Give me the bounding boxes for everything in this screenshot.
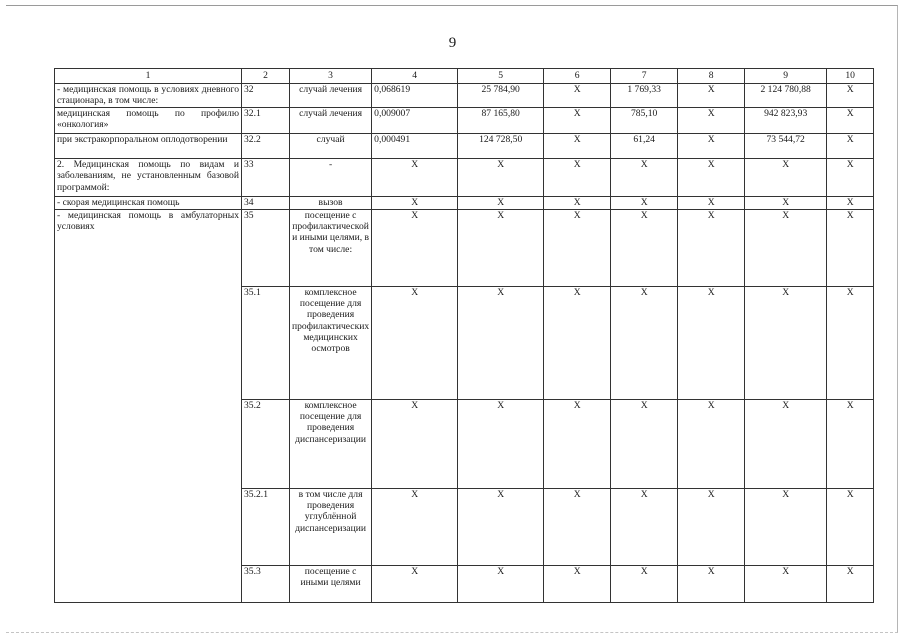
row-code: 32.1 — [242, 108, 290, 134]
cell-col9: Х — [745, 400, 827, 489]
cell-col5: Х — [458, 159, 544, 197]
cell-col4: Х — [372, 400, 458, 489]
cell-col6: Х — [544, 197, 611, 210]
cell-col10: Х — [827, 134, 874, 159]
table-row — [55, 134, 874, 159]
cell-col9: 942 823,93 — [745, 108, 827, 134]
cell-col7: Х — [611, 489, 678, 566]
cell-col9: Х — [745, 287, 827, 400]
column-header: 8 — [678, 69, 745, 84]
cell-col9: Х — [745, 566, 827, 603]
table-row — [55, 210, 874, 287]
cell-col10: Х — [827, 210, 874, 287]
column-header: 1 — [55, 69, 242, 84]
page-number: 9 — [448, 35, 457, 51]
column-header: 2 — [242, 69, 290, 84]
cell-col8: Х — [678, 159, 745, 197]
cell-col4: 0,000491 — [372, 134, 458, 159]
cell-col5: Х — [458, 489, 544, 566]
cell-col5: Х — [458, 287, 544, 400]
cell-col4: 0,068619 — [372, 84, 458, 108]
row-name: медицинская помощь по профилю «онкология» — [55, 108, 242, 134]
cell-col8: Х — [678, 400, 745, 489]
cell-col9: Х — [745, 197, 827, 210]
column-header: 5 — [458, 69, 544, 84]
column-header: 10 — [827, 69, 874, 84]
cell-col4: Х — [372, 197, 458, 210]
row-code: 35.2 — [242, 400, 290, 489]
cell-col4: Х — [372, 210, 458, 287]
cell-col8: Х — [678, 287, 745, 400]
cell-col10: Х — [827, 400, 874, 489]
row-unit: посещение с иными целями — [290, 566, 372, 603]
cell-col5: 87 165,80 — [458, 108, 544, 134]
cell-col10: Х — [827, 489, 874, 566]
cell-col10: Х — [827, 197, 874, 210]
cell-col8: Х — [678, 566, 745, 603]
cell-col8: Х — [678, 108, 745, 134]
cell-col8: Х — [678, 197, 745, 210]
cell-col10: Х — [827, 566, 874, 603]
cell-col5: 25 784,90 — [458, 84, 544, 108]
row-code: 35.1 — [242, 287, 290, 400]
column-header: 9 — [745, 69, 827, 84]
cell-col7: Х — [611, 566, 678, 603]
cell-col4: Х — [372, 159, 458, 197]
row-name: при экстракорпоральном оплодотворении — [55, 134, 242, 159]
cell-col8: Х — [678, 210, 745, 287]
cell-col6: Х — [544, 84, 611, 108]
row-code: 35 — [242, 210, 290, 287]
table-row — [55, 197, 874, 210]
data-table — [54, 68, 874, 603]
cell-col9: Х — [745, 159, 827, 197]
table-row — [55, 108, 874, 134]
cell-col7: 1 769,33 — [611, 84, 678, 108]
row-name: 2. Медицинская помощь по видам и заболеваниям, не установленным базовой программой: — [55, 159, 242, 197]
cell-col7: Х — [611, 400, 678, 489]
cell-col8: Х — [678, 134, 745, 159]
cell-col9: Х — [745, 210, 827, 287]
cell-col4: Х — [372, 489, 458, 566]
row-name: - скорая медицинская помощь — [55, 197, 242, 210]
row-unit: случай лечения — [290, 108, 372, 134]
row-code: 32.2 — [242, 134, 290, 159]
row-unit: случай — [290, 134, 372, 159]
row-code: 34 — [242, 197, 290, 210]
row-unit: посещение с профилактической и иными целями, в том числе: — [290, 210, 372, 287]
cell-col6: Х — [544, 489, 611, 566]
cell-col10: Х — [827, 84, 874, 108]
cell-col6: Х — [544, 566, 611, 603]
cell-col4: 0,009007 — [372, 108, 458, 134]
cell-col4: Х — [372, 287, 458, 400]
cell-col5: 124 728,50 — [458, 134, 544, 159]
cell-col5: Х — [458, 197, 544, 210]
row-unit: комплексное посещение для проведения профилактических медицинских осмотров — [290, 287, 372, 400]
row-unit: комплексное посещение для проведения диспансеризации — [290, 400, 372, 489]
cell-col7: Х — [611, 197, 678, 210]
table-row — [55, 159, 874, 197]
cell-col6: Х — [544, 108, 611, 134]
row-unit: случай лечения — [290, 84, 372, 108]
header-row — [55, 69, 874, 84]
table-row — [55, 84, 874, 108]
row-code: 35.2.1 — [242, 489, 290, 566]
cell-col9: 2 124 780,88 — [745, 84, 827, 108]
cell-col7: Х — [611, 210, 678, 287]
cell-col7: 785,10 — [611, 108, 678, 134]
row-unit: - — [290, 159, 372, 197]
column-header: 7 — [611, 69, 678, 84]
cell-col10: Х — [827, 108, 874, 134]
cell-col6: Х — [544, 210, 611, 287]
cell-col10: Х — [827, 287, 874, 400]
column-header: 6 — [544, 69, 611, 84]
cell-col7: Х — [611, 287, 678, 400]
cell-col5: Х — [458, 210, 544, 287]
row-code: 35.3 — [242, 566, 290, 603]
row-unit: вызов — [290, 197, 372, 210]
cell-col6: Х — [544, 287, 611, 400]
cell-col6: Х — [544, 400, 611, 489]
cell-col6: Х — [544, 159, 611, 197]
row-code: 33 — [242, 159, 290, 197]
cell-col8: Х — [678, 489, 745, 566]
cell-col5: Х — [458, 566, 544, 603]
column-header: 4 — [372, 69, 458, 84]
cell-col7: Х — [611, 159, 678, 197]
cell-col10: Х — [827, 159, 874, 197]
cell-col6: Х — [544, 134, 611, 159]
row-name: - медицинская помощь в амбулаторных условиях — [55, 210, 242, 603]
cell-col9: 73 544,72 — [745, 134, 827, 159]
column-header: 3 — [290, 69, 372, 84]
row-unit: в том числе для проведения углублённой диспансеризации — [290, 489, 372, 566]
cell-col8: Х — [678, 84, 745, 108]
cell-col5: Х — [458, 400, 544, 489]
cell-col7: 61,24 — [611, 134, 678, 159]
cell-col4: Х — [372, 566, 458, 603]
row-code: 32 — [242, 84, 290, 108]
row-name: - медицинская помощь в условиях дневного стационара, в том числе: — [55, 84, 242, 108]
cell-col9: Х — [745, 489, 827, 566]
